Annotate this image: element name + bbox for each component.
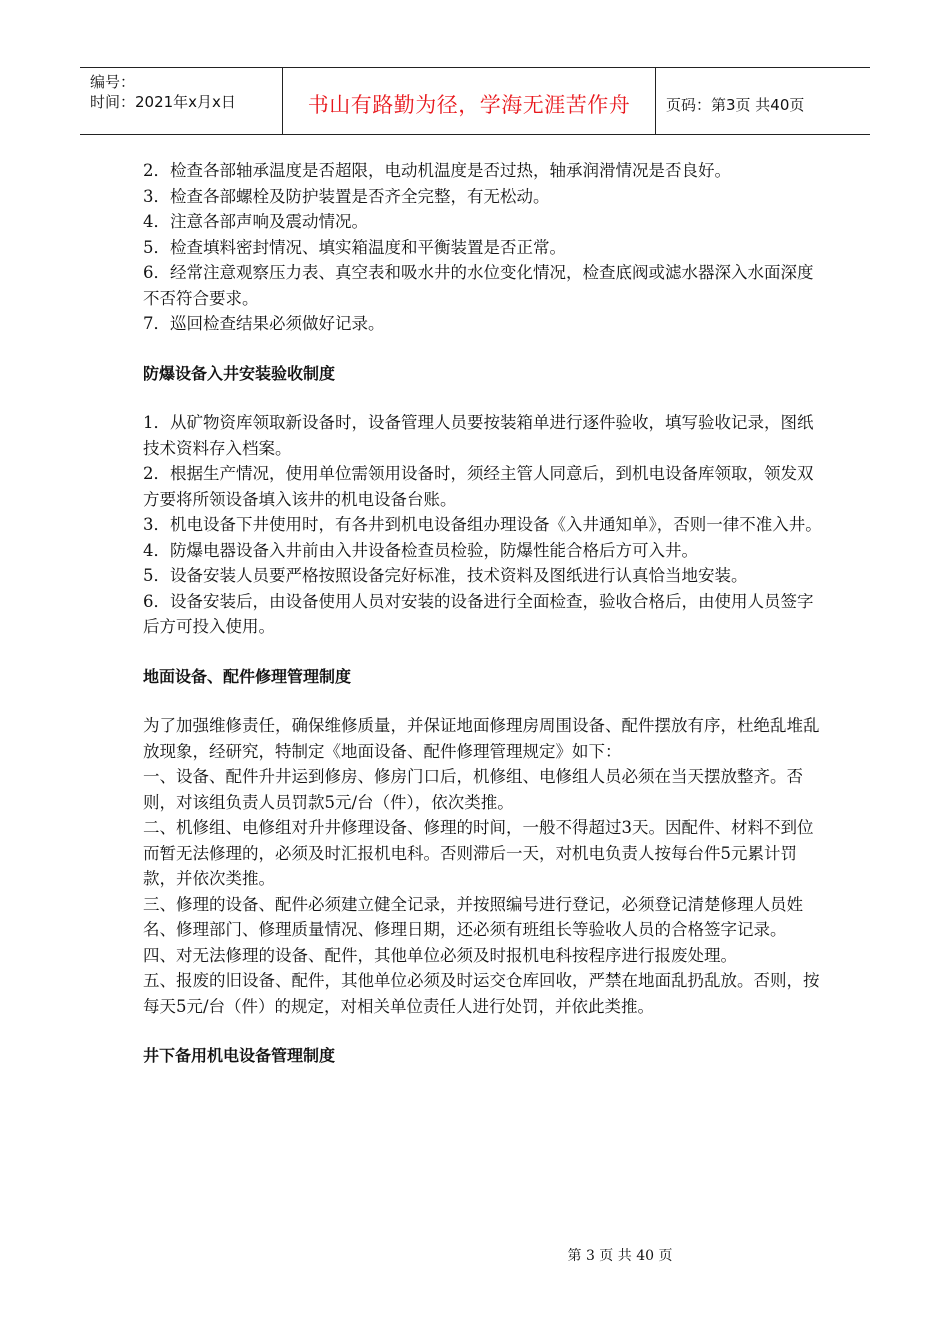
paragraph: 四、对无法修理的设备、配件，其他单位必须及时报机电科按程序进行报废处理。 [143,945,737,965]
paragraph: 3．机电设备下井使用时，有各井到机电设备组办理设备《入井通知单》，否则一律不准入井。 [143,515,822,534]
paragraph: 2．根据生产情况，使用单位需领用设备时，须经主管人同意后，到机电设备库领取，领发双方要将所领设备填入该井的机电设备台账。 [143,464,814,509]
page-footer: 第 3 页 共 40 页 [567,1248,673,1264]
paragraph: 6．设备安装后，由设备使用人员对安装的设备进行全面检查，验收合格后，由使用人员签字后方可投入使用。 [143,591,814,636]
paragraph: 三、修理的设备、配件必须建立健全记录，并按照编号进行登记，必须登记清楚修理人员姓名、修理部门、修理质量情况、修理日期，还必须有班组长等验收人员的合格签字记录。 [143,894,803,939]
page-header [80,67,870,135]
paragraph: 3．检查各部螺栓及防护装置是否齐全完整，有无松动。 [143,186,550,206]
header-page-info: 页码：第3页 共40页 [666,95,805,114]
section-heading: 井下备用机电设备管理制度 [143,1046,336,1065]
header-motto: 书山有路勤为径，学海无涯苦作舟 [282,68,656,134]
paragraph: 2．检查各部轴承温度是否超限，电动机温度是否过热，轴承润滑情况是否良好。 [143,161,731,180]
paragraph: 5．设备安装人员要严格按照设备完好标准，技术资料及图纸进行认真恰当地安装。 [143,566,748,585]
paragraph: 5．检查填料密封情况、填实箱温度和平衡装置是否正常。 [143,237,566,257]
paragraph: 一、设备、配件升井运到修房、修房门口后，机修组、电修组人员必须在当天摆放整齐。否则，对该组负责人员罚款5元/台（件），依次类推。 [143,767,803,812]
header-meta [80,68,282,134]
paragraph: 7．巡回检查结果必须做好记录。 [143,314,385,333]
document-date-label: 时间：2021年x月x日 [90,93,236,111]
paragraph: 二、机修组、电修组对升井修理设备、修理的时间，一般不得超过3天。因配件、材料不到位而暂无法修理的，必须及时汇报机电科。否则滞后一天，对机电负责人按每台件5元累计罚款，并依次类推。 [143,818,814,888]
paragraph: 1．从矿物资库领取新设备时，设备管理人员要按装箱单进行逐件验收，填写验收记录，图纸技术资料存入档案。 [143,413,814,458]
section-heading: 防爆设备入井安装验收制度 [143,363,336,383]
document-body [143,158,823,1069]
section-heading: 地面设备、配件修理管理制度 [143,666,352,686]
paragraph: 五、报废的旧设备、配件，其他单位必须及时运交仓库回收，严禁在地面乱扔乱放。否则，按每天5元/台（件）的规定，对相关单位责任人进行处罚，并依此类推。 [143,971,820,1016]
paragraph: 4．注意各部声响及震动情况。 [143,212,368,231]
paragraph: 6．经常注意观察压力表、真空表和吸水井的水位变化情况，检查底阀或滤水器深入水面深度不否符合要求。 [143,263,814,308]
paragraph: 为了加强维修责任，确保维修质量，并保证地面修理房周围设备、配件摆放有序，杜绝乱堆乱放现象，经研究，特制定《地面设备、配件修理管理规定》如下： [143,716,820,761]
document-number-label: 编号： [90,73,136,91]
paragraph: 4．防爆电器设备入井前由入井设备检查员检验，防爆性能合格后方可入井。 [143,540,698,560]
